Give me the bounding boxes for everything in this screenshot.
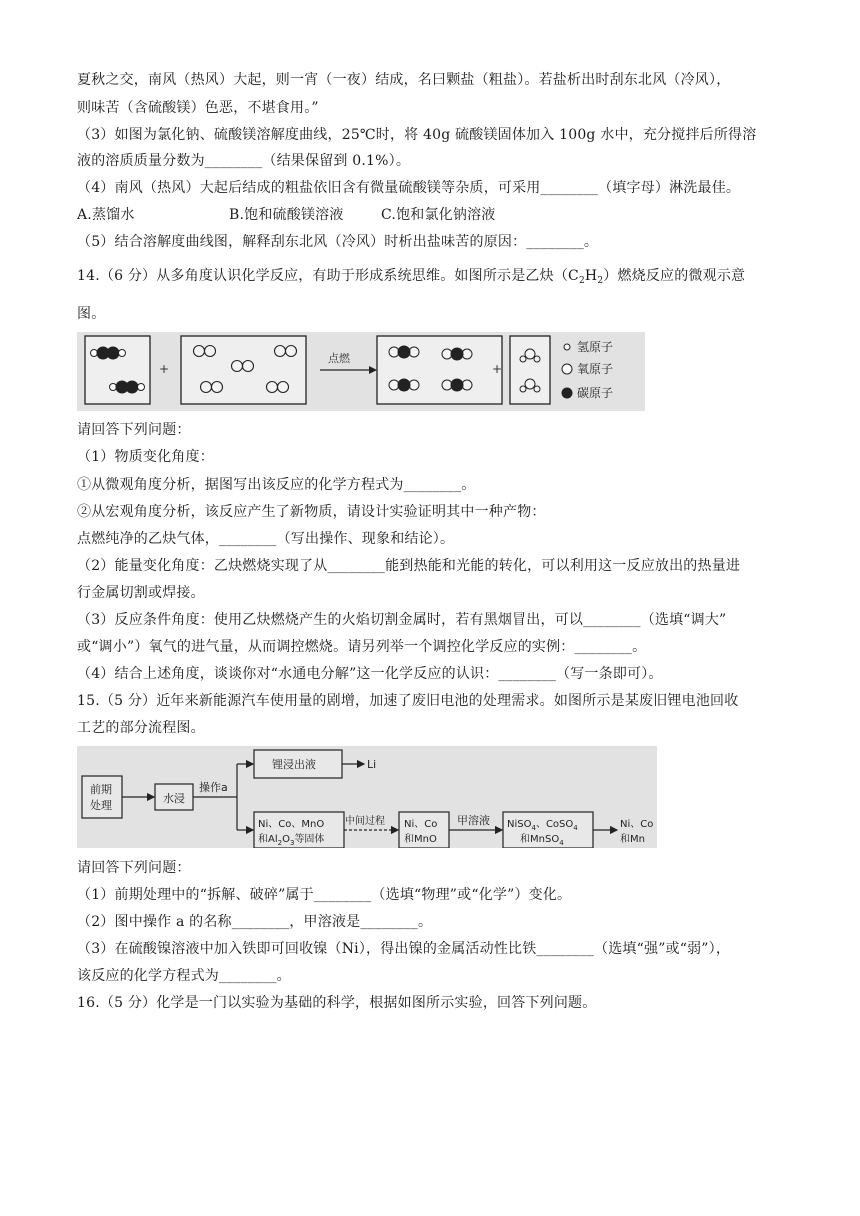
q15-part3-line-2: 该反应的化学方程式为________。 bbox=[77, 968, 291, 984]
sulfates-line-1: NiSO$_4$、CoSO$_4$ bbox=[507, 819, 578, 832]
q15-part2: （2）图中操作 a 的名称________，甲溶液是________。 bbox=[77, 914, 433, 930]
product-box-water bbox=[510, 336, 550, 404]
option-a: A.蒸馏水 bbox=[77, 207, 135, 223]
legend bbox=[562, 340, 614, 400]
q16-intro: 16.（5 分）化学是一门以实验为基础的科学，根据如图所示实验，回答下列问题。 bbox=[77, 995, 597, 1011]
q13-part3-line-1: （3）如图为氯化钠、硫酸镁溶解度曲线，25℃时，将 40g 硫酸镁固体加入 100g 水中，充分搅拌后所得溶 bbox=[77, 127, 757, 143]
acetylene-formula bbox=[568, 268, 603, 284]
q14-part1b: ②从宏观角度分析，该反应产生了新物质，请设计实验证明其中一种产物： bbox=[77, 504, 546, 520]
lithium-liquor-label: 锂浸出液 bbox=[272, 758, 316, 771]
reaction-diagram-svg bbox=[77, 332, 645, 411]
q14-part1c: 点燃纯净的乙炔气体，________（写出操作、现象和结论）。 bbox=[77, 531, 455, 547]
solution-jia-label: 甲溶液 bbox=[457, 814, 490, 827]
solids-line-1: Ni、Co、MnO bbox=[258, 819, 325, 830]
plus-sign: + bbox=[159, 362, 170, 376]
legend-carbon: 碳原子 bbox=[577, 386, 614, 400]
sulfates-line-2: 和MnSO$_4$ bbox=[520, 834, 564, 847]
water-leach-label: 水浸 bbox=[163, 792, 185, 805]
q14-intro-pre: 14.（6 分）从多角度认识化学反应，有助于形成系统思维。如图所示是乙炔（ bbox=[77, 268, 569, 284]
ni-co-line-2: 和MnO bbox=[404, 834, 437, 845]
reactant-box-acetylene bbox=[85, 336, 150, 404]
q14-intro-line-2: 图。 bbox=[77, 306, 106, 322]
option-b: B.饱和硫酸镁溶液 bbox=[229, 207, 344, 223]
q15-intro-line-2: 工艺的部分流程图。 bbox=[77, 720, 205, 736]
arrow-label: 点燃 bbox=[328, 352, 350, 365]
q13-part3-line-2: 液的溶质质量分数为________（结果保留到 0.1%）。 bbox=[77, 153, 411, 169]
arrow-head-icon bbox=[369, 366, 377, 374]
q14-part1a: ①从微观角度分析，据图写出该反应的化学方程式为________。 bbox=[77, 477, 476, 493]
solids-line-2: 和$Al_2O_3$等固体 bbox=[258, 834, 325, 847]
q14-part4: （4）结合上述角度，谈谈你对“水通电分解”这一化学反应的认识：________（写一条即可）。 bbox=[77, 666, 663, 682]
formula-sub-2: 2 bbox=[597, 276, 604, 286]
q15-part3-line-1: （3）在硫酸镍溶液中加入铁即可回收镍（Ni），得出镍的金属活动性比铁________（选填“强”或“弱”）， bbox=[77, 941, 731, 957]
carbon-atom-icon bbox=[562, 388, 573, 399]
option-c: C.饱和氯化钠溶液 bbox=[381, 207, 496, 223]
oxygen-atom-icon bbox=[562, 364, 572, 374]
plus-sign: + bbox=[492, 362, 503, 376]
formula-c: C bbox=[568, 268, 579, 284]
reaction-micro-diagram bbox=[77, 332, 645, 411]
pretreatment-line-2: 处理 bbox=[90, 799, 112, 812]
q14-part3-line-1: （3）反应条件角度：使用乙炔燃烧产生的火焰切割金属时，若有黑烟冒出，可以________（选填“调大” bbox=[77, 612, 727, 628]
formula-h: H bbox=[584, 268, 598, 284]
flowchart-svg bbox=[77, 746, 657, 848]
q15-part1: （1）前期处理中的“拆解、破碎”属于________（选填“物理”或“化学”）变化。 bbox=[77, 887, 572, 903]
recycling-flowchart bbox=[77, 746, 657, 848]
product-box-co2 bbox=[377, 336, 502, 404]
q14-intro-line-1 bbox=[77, 266, 745, 291]
q14-part2-line-1: （2）能量变化角度：乙炔燃烧实现了从________能到热能和光能的转化，可以利用这一反应放出的热量进 bbox=[77, 558, 741, 574]
output-line-1: Ni、Co bbox=[620, 819, 654, 830]
legend-oxygen: 氧原子 bbox=[577, 362, 614, 376]
q14-intro-post: ）燃烧反应的微观示意 bbox=[603, 268, 746, 284]
q15-ask: 请回答下列问题： bbox=[77, 860, 191, 876]
li-output: Li bbox=[367, 758, 377, 771]
q13-quote-line-2: 则味苦（含硫酸镁）色恶，不堪食用。” bbox=[77, 100, 319, 116]
operation-a-label: 操作a bbox=[199, 781, 228, 794]
output-line-2: 和Mn bbox=[620, 834, 645, 845]
q13-quote-line-1: 夏秋之交，南风（热风）大起，则一宵（一夜）结成，名曰颗盐（粗盐）。若盐析出时刮东北风（冷风）， bbox=[77, 72, 731, 88]
q15-intro-line-1: 15.（5 分）近年来新能源汽车使用量的剧增，加速了废旧电池的处理需求。如图所示是某废旧锂电池回收 bbox=[77, 693, 739, 709]
q14-part1: （1）物质变化角度： bbox=[77, 449, 214, 465]
intermediate-label: 中间过程 bbox=[345, 816, 385, 827]
q14-ask: 请回答下列问题： bbox=[77, 422, 191, 438]
formula-sub-1: 2 bbox=[578, 276, 585, 286]
q14-part3-line-2: 或“调小”）氧气的进气量，从而调控燃烧。请另列举一个调控化学反应的实例：________。 bbox=[77, 639, 647, 655]
legend-hydrogen: 氢原子 bbox=[577, 340, 614, 354]
q13-part4: （4）南风（热风）大起后结成的粗盐依旧含有微量硫酸镁等杂质，可采用________（填字母）淋洗最佳。 bbox=[77, 180, 741, 196]
q14-part2-line-2: 行金属切割或焊接。 bbox=[77, 585, 205, 601]
q13-part5: （5）结合溶解度曲线图，解释刮东北风（冷风）时析出盐味苦的原因：________。 bbox=[77, 234, 599, 250]
ni-co-line-1: Ni、Co bbox=[404, 819, 438, 830]
hydrogen-atom-icon bbox=[564, 344, 570, 350]
pretreatment-line-1: 前期 bbox=[90, 783, 112, 796]
